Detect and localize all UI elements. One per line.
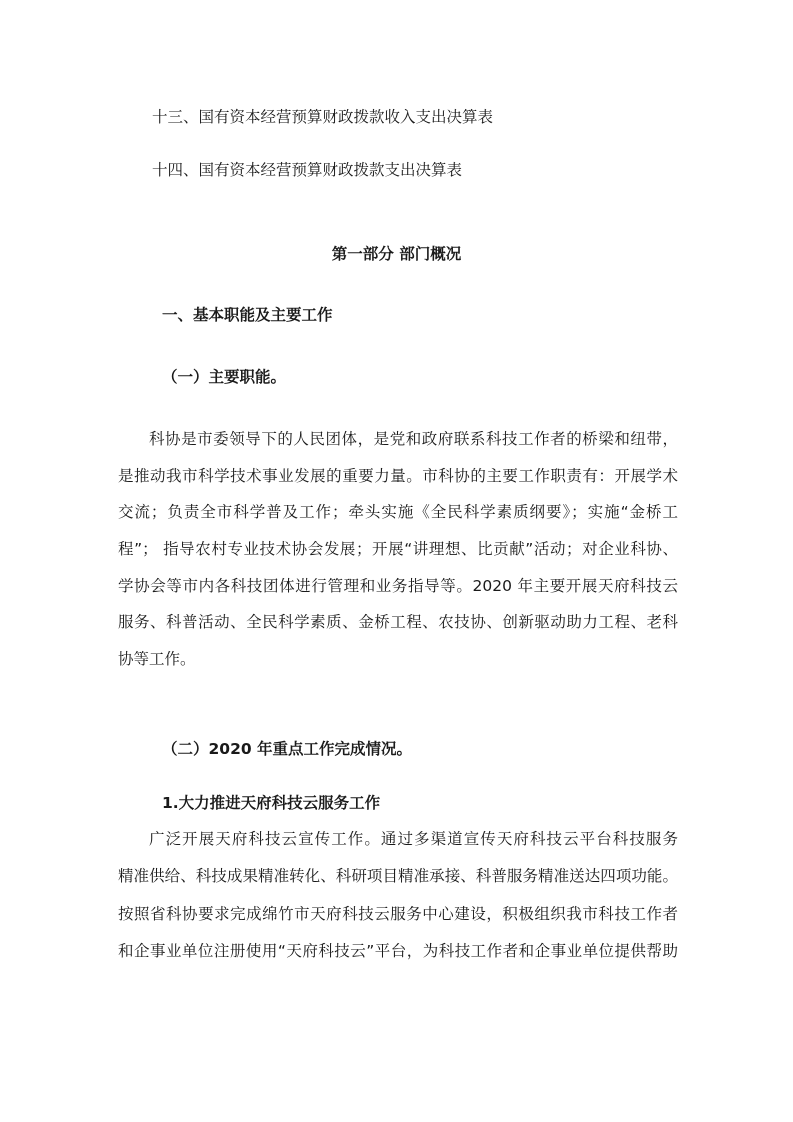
paragraph-line: 广泛开展天府科技云宣传工作。通过多渠道宣传天府科技云平台科技服务 (149, 830, 678, 848)
toc-item-14: 十四、国有资本经营预算财政拨款支出决算表 (152, 161, 463, 179)
paragraph-line: 交流；负责全市科学普及工作；牵头实施《全民科学素质纲要》；实施“金桥工 (118, 503, 678, 522)
paragraph-line: 是推动我市科学技术事业发展的重要力量。市科协的主要工作职责有：开展学术 (118, 466, 678, 485)
paragraph-line: 科协是市委领导下的人民团体，是党和政府联系科技工作者的桥梁和纽带， (149, 430, 678, 448)
paragraph-line: 和企事业单位注册使用“天府科技云”平台，为科技工作者和企事业单位提供帮助 (118, 941, 678, 960)
section-heading: 一、基本职能及主要工作 (162, 306, 333, 324)
paragraph-line: 程”； 指导农村专业技术协会发展；开展“讲理想、比贡献”活动；对企业科协、 (118, 540, 678, 559)
subsection-heading-functions: （一）主要职能。 (162, 368, 287, 386)
paragraph-main-functions (118, 428, 678, 685)
toc-item-13: 十三、国有资本经营预算财政拨款收入支出决算表 (152, 108, 494, 126)
item-heading-cloud-service: 1.大力推进天府科技云服务工作 (162, 794, 381, 812)
paragraph-line: 精准供给、科技成果精准转化、科研项目精准承接、科普服务精准送达四项功能。 (118, 867, 678, 886)
part-title: 第一部分 部门概况 (331, 245, 462, 263)
paragraph-line: 协等工作。 (118, 650, 196, 669)
paragraph-line: 按照省科协要求完成绵竹市天府科技云服务中心建设，积极组织我市科技工作者 (118, 904, 678, 923)
paragraph-line: 学协会等市内各科技团体进行管理和业务指导等。2020 年主要开展天府科技云 (118, 576, 678, 595)
subsection-heading-key-work: （二）2020 年重点工作完成情况。 (162, 740, 413, 758)
paragraph-cloud-service (118, 828, 678, 977)
paragraph-line: 服务、科普活动、全民科学素质、金桥工程、农技协、创新驱动助力工程、老科 (118, 613, 678, 632)
